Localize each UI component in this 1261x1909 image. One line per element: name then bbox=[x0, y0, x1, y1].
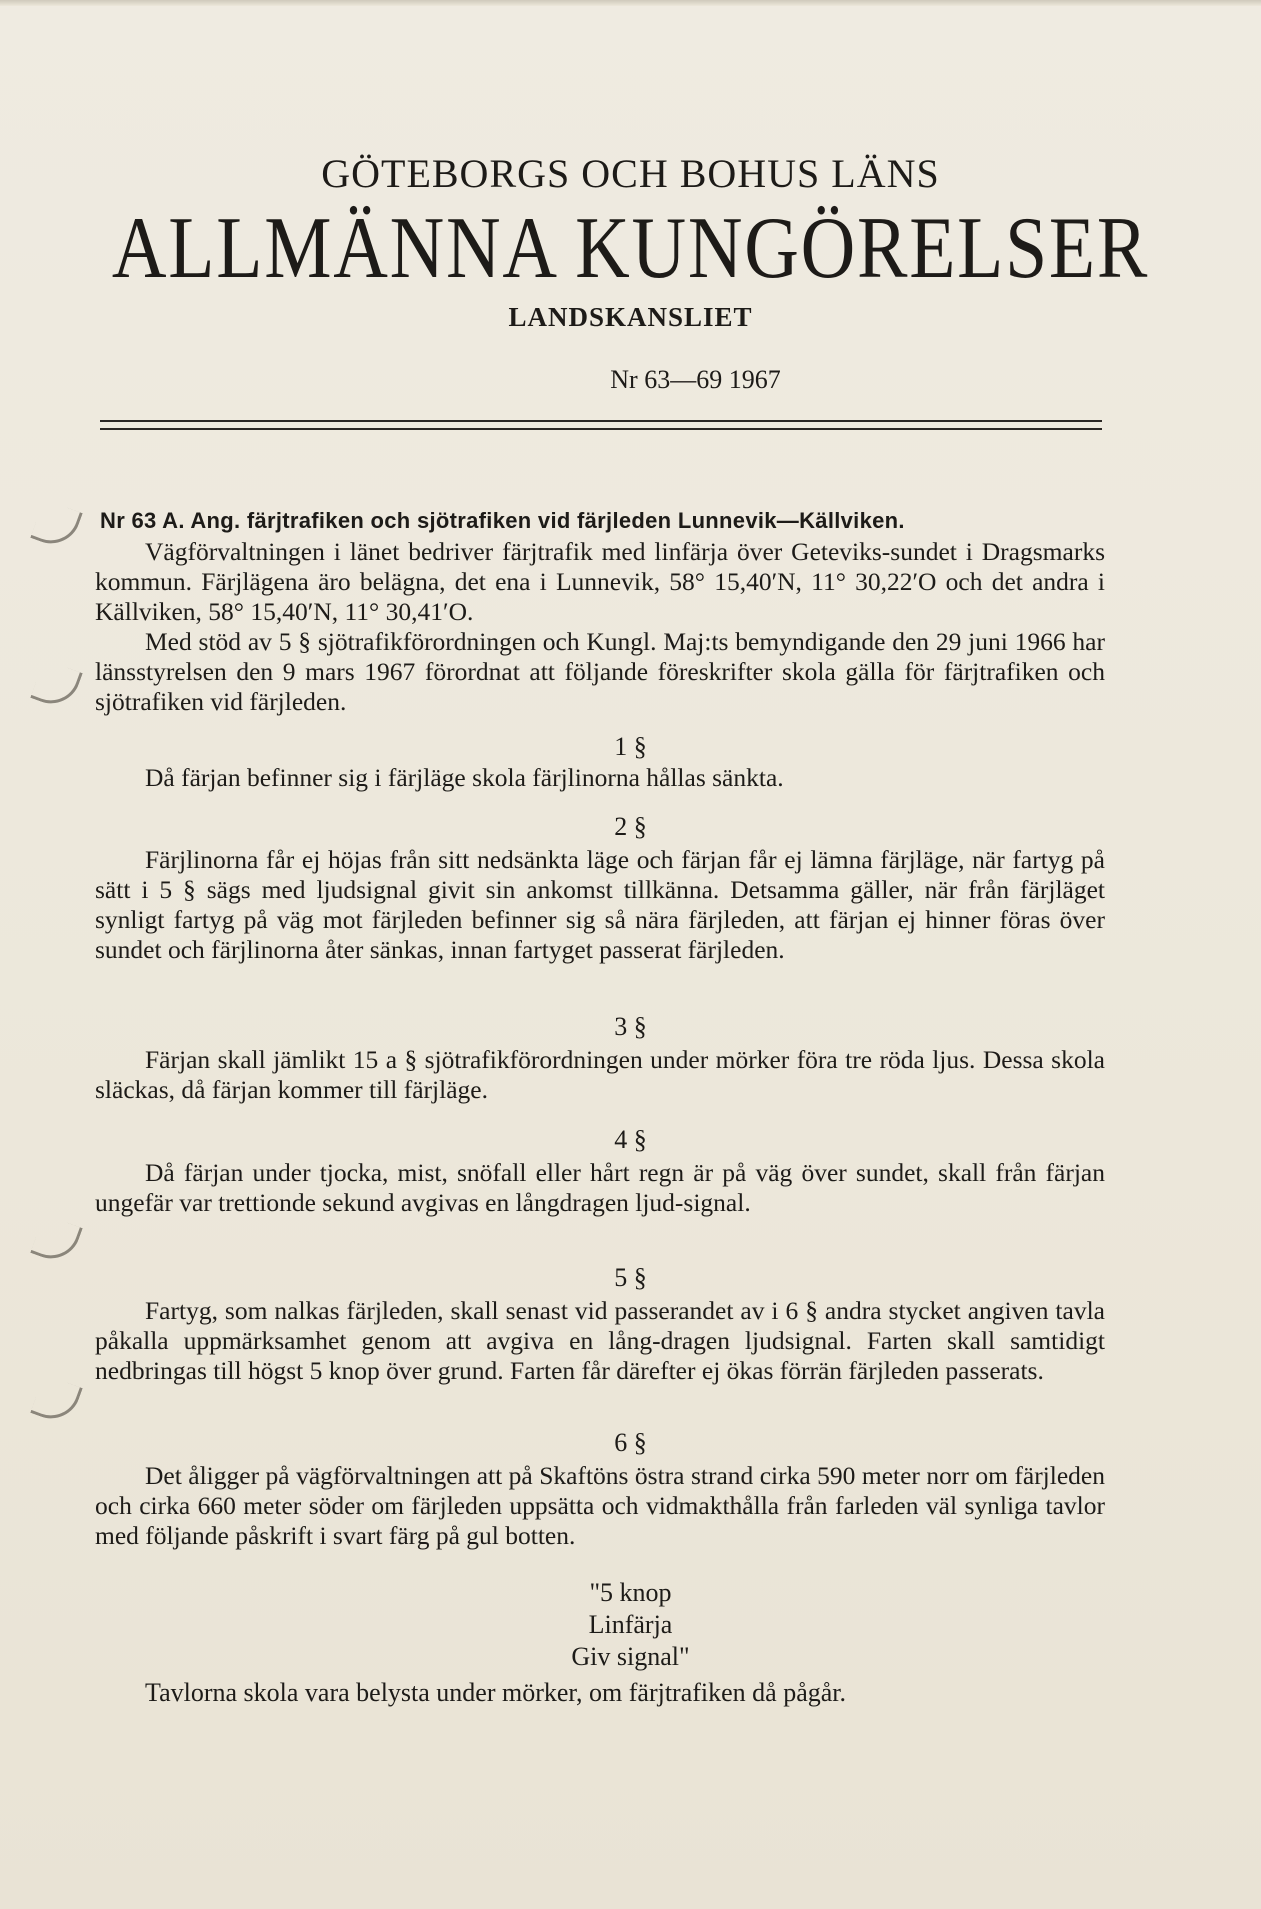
notice-heading: Nr 63 A. Ang. färjtrafiken och sjötrafiken vid färjleden Lunnevik—Källviken. bbox=[100, 508, 905, 533]
section-mark: 6 § bbox=[614, 1428, 647, 1457]
section-text bbox=[95, 1045, 1105, 1105]
punch-hole bbox=[30, 659, 83, 712]
section-mark: 2 § bbox=[614, 812, 647, 841]
section-text bbox=[95, 1461, 1105, 1551]
issue-number: Nr 63—69 1967 bbox=[610, 365, 781, 394]
section-paragraph: Färjan skall jämlikt 15 a § sjötrafikförordningen under mörker föra tre röda ljus. Dessa skola släckas, då färjan kommer till färjläge. bbox=[95, 1045, 1105, 1104]
section-text bbox=[95, 763, 1105, 793]
section-text bbox=[95, 1158, 1105, 1218]
intro-paragraph: Vägförvaltningen i länet bedriver färjtrafik med linfärja över Geteviks-sundet i Dragsmarks kommun. Färjlägena äro belägna, det ena i Lunnevik, 58° 15,40′N, 11° 30,22′O och det andra i Källviken, 58° 15,40′N, 11° 30,41′O. bbox=[95, 537, 1105, 626]
section-mark: 5 § bbox=[614, 1263, 647, 1292]
section-paragraph: Fartyg, som nalkas färjleden, skall senast vid passerandet av i 6 § andra stycket angiven tavla påkalla uppmärksamhet genom att avgiva en lång-dragen ljudsignal. Farten skall samtidigt nedbringas till högst 5 knop över grund. Farten får därefter ej ökas förrän färjleden passerats. bbox=[95, 1296, 1105, 1385]
section-mark: 3 § bbox=[614, 1012, 647, 1041]
office-name: LANDSKANSLIET bbox=[508, 302, 753, 332]
closing-sentence: Tavlorna skola vara belysta under mörker, om färjtrafiken då pågår. bbox=[145, 1678, 847, 1707]
header-rule-bottom bbox=[100, 428, 1102, 430]
page-top-edge bbox=[0, 0, 1261, 6]
punch-hole bbox=[30, 1374, 83, 1427]
section-paragraph: Färjlinorna får ej höjas från sitt nedsänkta läge och färjan får ej lämna färjläge, när fartyg på sätt i 5 § sägs med ljudsignal givit sin ankomst tillkänna. Detsamma gäller, när från färjläget synligt fartyg på väg mot färjleden befinner sig så nära färjleden, att färjan ej hinner föras över sundet och färjlinorna åter sänkas, innan fartyget passerat färjleden. bbox=[95, 845, 1105, 964]
punch-hole bbox=[30, 499, 83, 552]
sign-line: Giv signal" bbox=[571, 1642, 690, 1671]
publication-title: ALLMÄNNA KUNGÖRELSER bbox=[111, 200, 1150, 297]
section-mark: 4 § bbox=[614, 1125, 647, 1154]
section-text bbox=[95, 845, 1105, 965]
section-paragraph: Då färjan befinner sig i färjläge skola färjlinorna hållas sänkta. bbox=[145, 763, 784, 792]
section-paragraph: Då färjan under tjocka, mist, snöfall eller hårt regn är på väg över sundet, skall från färjan ungefär var trettionde sekund avgivas en långdragen ljud-signal. bbox=[95, 1158, 1105, 1217]
sign-line: "5 knop bbox=[589, 1578, 672, 1607]
section-paragraph: Det åligger på vägförvaltningen att på Skaftöns östra strand cirka 590 meter norr om färjleden och cirka 660 meter söder om färjleden uppsätta och vidmakthålla från farleden väl synliga tavlor med följande påskrift i svart färg på gul botten. bbox=[95, 1461, 1105, 1550]
notice-intro bbox=[95, 537, 1105, 717]
punch-hole bbox=[30, 1214, 83, 1267]
section-text bbox=[95, 1296, 1105, 1386]
header-rule-top bbox=[100, 420, 1102, 422]
section-mark: 1 § bbox=[614, 732, 647, 761]
county-name: GÖTEBORGS OCH BOHUS LÄNS bbox=[321, 151, 940, 196]
intro-paragraph: Med stöd av 5 § sjötrafikförordningen och Kungl. Maj:ts bemyndigande den 29 juni 1966 har länsstyrelsen den 9 mars 1967 förordnat att följande föreskrifter skola gälla för färjtrafiken och sjötrafiken vid färjleden. bbox=[95, 627, 1105, 716]
sign-line: Linfärja bbox=[588, 1610, 673, 1639]
